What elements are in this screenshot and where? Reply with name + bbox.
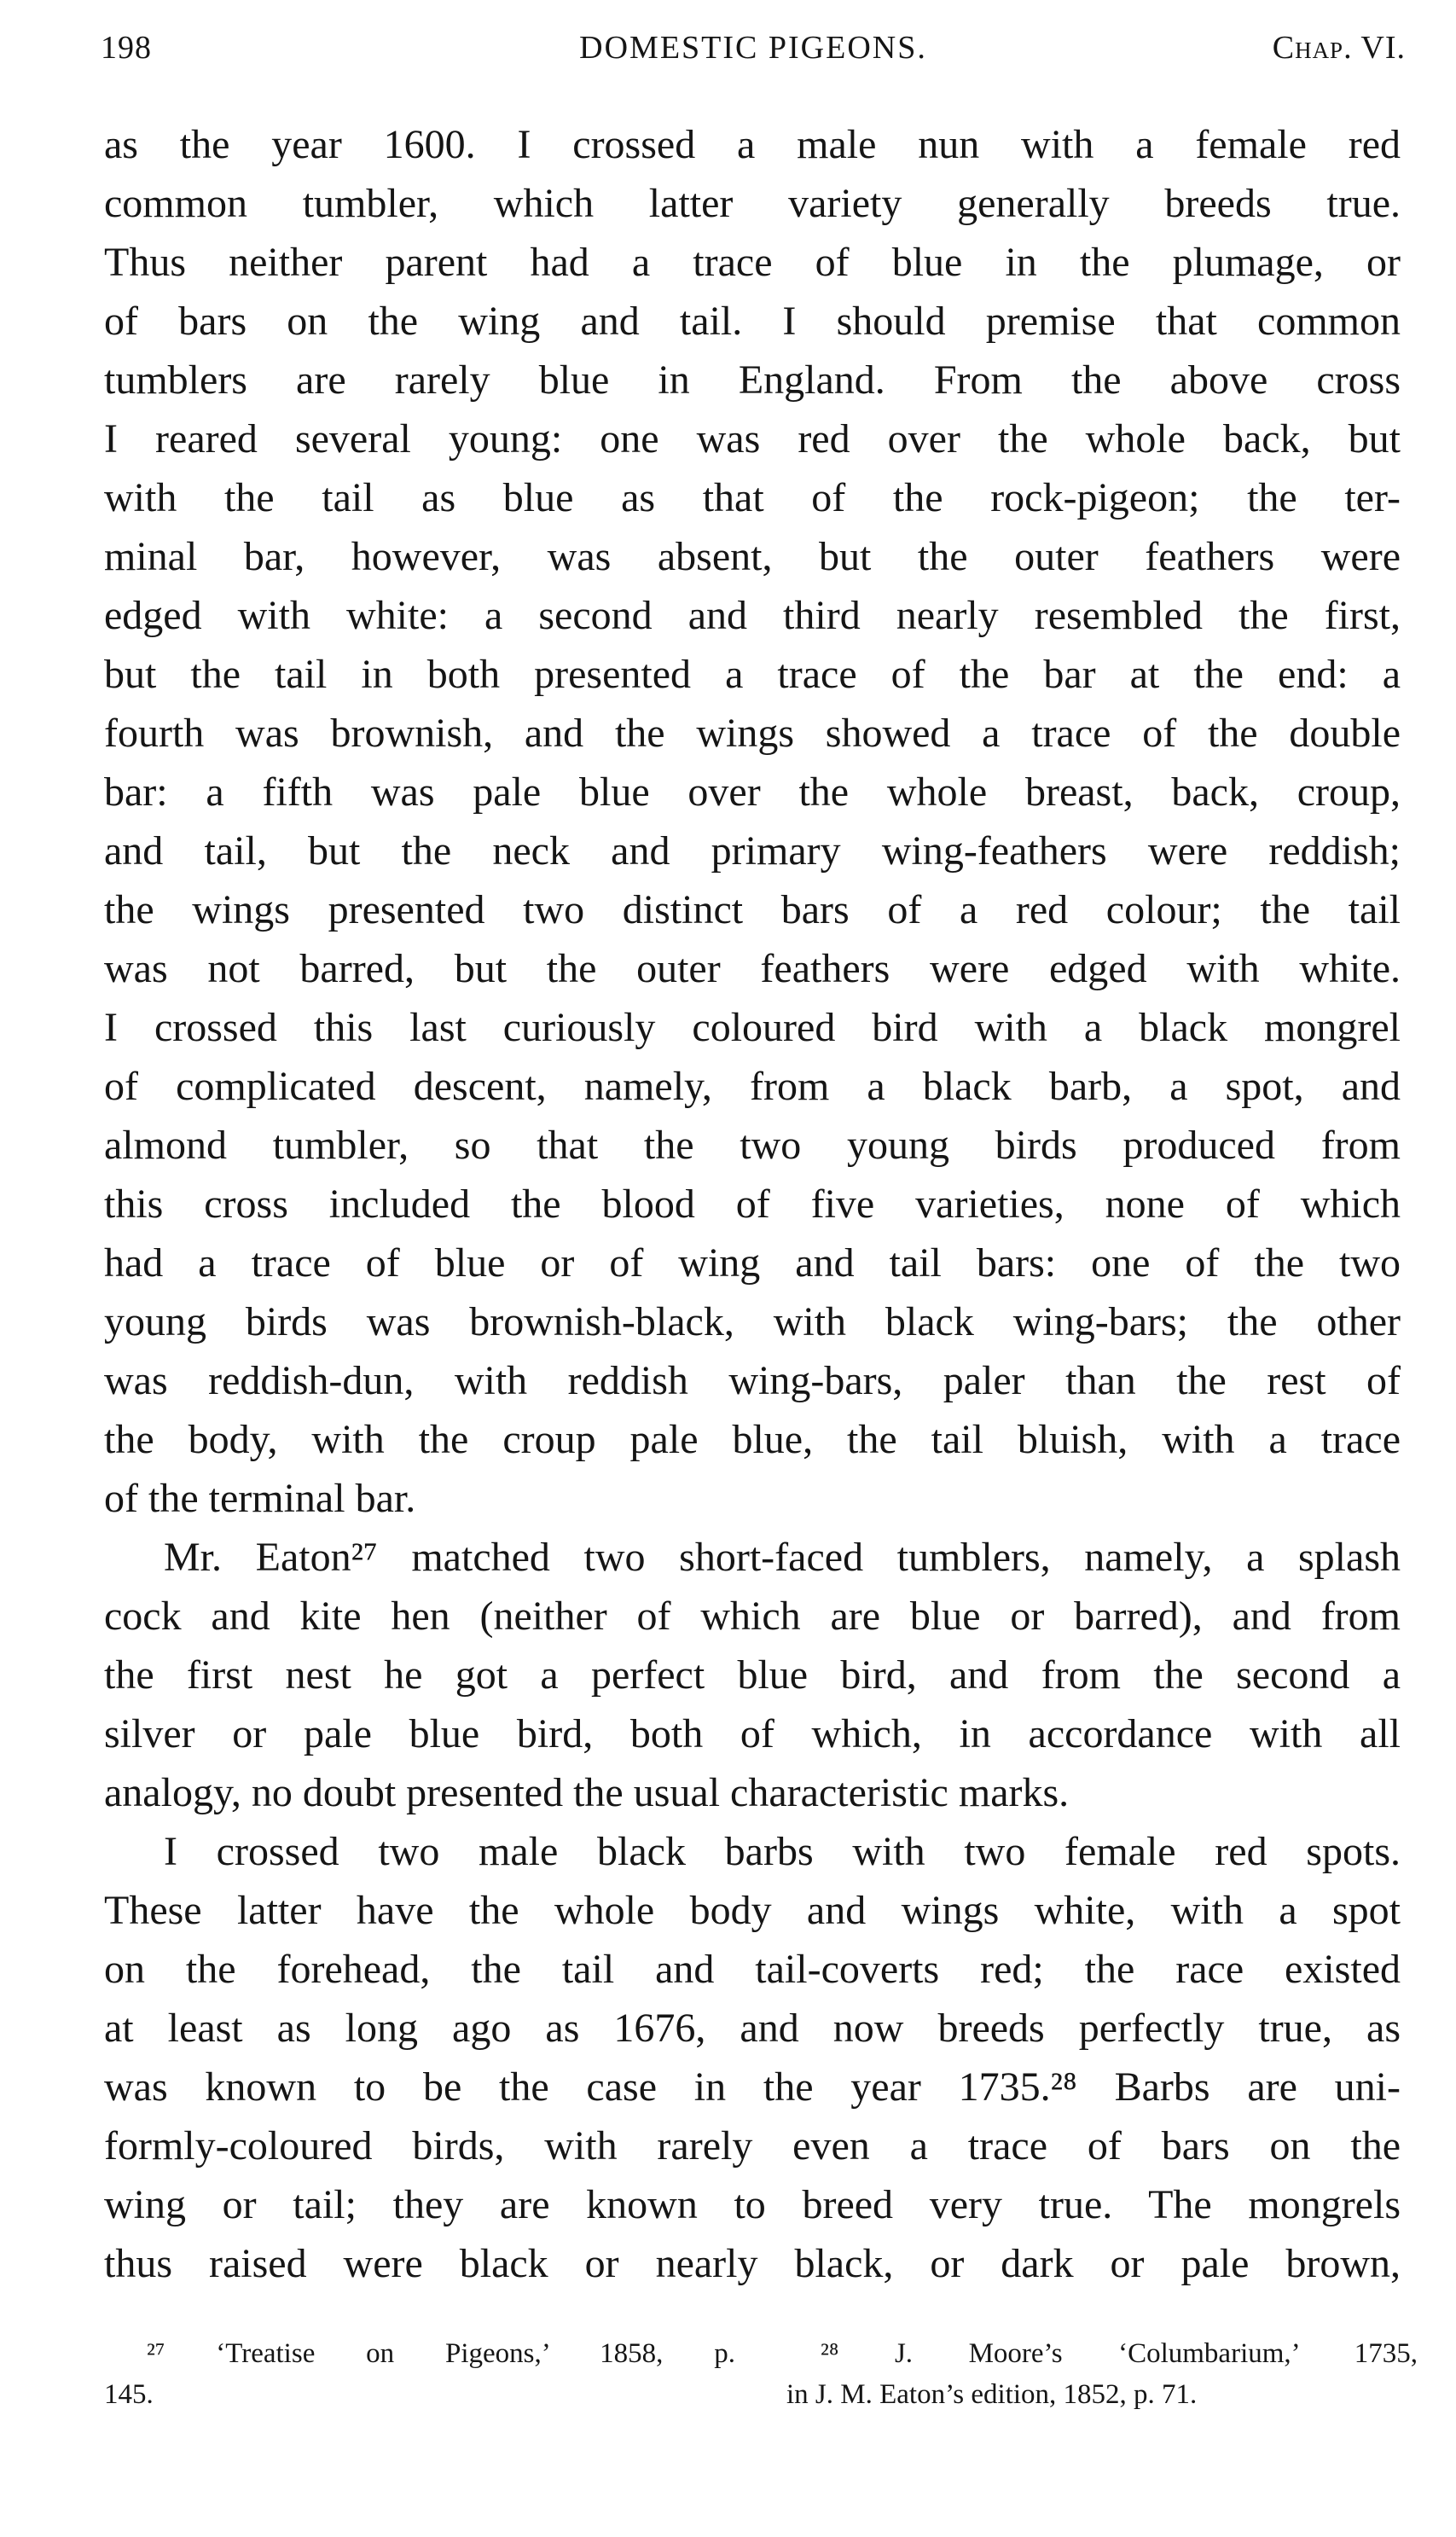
text-line: on the forehead, the tail and tail-coverts red; the race existed	[104, 1947, 1401, 1992]
text-line: was known to be the case in the year 1735.²⁸ Barbs are uni-	[104, 2064, 1401, 2110]
text-line: fourth was brownish, and the wings showed a trace of the double	[104, 711, 1401, 756]
body-text	[104, 115, 1401, 2293]
text-line: this cross included the blood of five varieties, none of which	[104, 1181, 1401, 1227]
text-line: edged with white: a second and third nearly resembled the first,	[104, 593, 1401, 638]
footnote-line: in J. M. Eaton’s edition, 1852, p. 71.	[786, 2379, 1198, 2410]
text-line: common tumbler, which latter variety generally breeds true.	[104, 181, 1401, 226]
paragraph-start-line: I crossed two male black barbs with two female red spots.	[164, 1829, 1401, 1874]
text-line: but the tail in both presented a trace of the bar at the end: a	[104, 652, 1401, 697]
text-line: almond tumbler, so that the two young birds produced from	[104, 1123, 1401, 1168]
text-line: formly-coloured birds, with rarely even a trace of bars on the	[104, 2123, 1401, 2168]
page-number: 198	[101, 30, 152, 66]
text-line: I crossed this last curiously coloured bird with a black mongrel	[104, 1005, 1401, 1050]
text-line: tumblers are rarely blue in England. From the above cross	[104, 357, 1401, 403]
text-line: I reared several young: one was red over the whole back, but	[104, 416, 1401, 462]
text-line: thus raised were black or nearly black, or dark or pale brown,	[104, 2241, 1401, 2286]
footnote-line: ²⁸ J. Moore’s ‘Columbarium,’ 1735,	[821, 2338, 1418, 2369]
text-line: the first nest he got a perfect blue bird, and from the second a	[104, 1652, 1401, 1698]
text-line: the wings presented two distinct bars of a red colour; the tail	[104, 887, 1401, 932]
text-line: minal bar, however, was absent, but the outer feathers were	[104, 534, 1401, 579]
text-line: silver or pale blue bird, both of which, in accordance with all	[104, 1711, 1401, 1756]
footnote-line: ²⁷ ‘Treatise on Pigeons,’ 1858, p.	[147, 2338, 735, 2369]
text-line: of bars on the wing and tail. I should premise that common	[104, 299, 1401, 344]
text-line: at least as long ago as 1676, and now breeds perfectly true, as	[104, 2006, 1401, 2051]
text-line: with the tail as blue as that of the rock-pigeon; the ter-	[104, 475, 1401, 520]
text-line: had a trace of blue or of wing and tail bars: one of the two	[104, 1240, 1401, 1286]
text-line: of complicated descent, namely, from a black barb, a spot, and	[104, 1064, 1401, 1109]
footnote-27	[104, 2333, 735, 2415]
chapter-label: Chap. VI.	[1272, 30, 1406, 66]
footnotes	[104, 2333, 1418, 2435]
text-line: These latter have the whole body and wings white, with a spot	[104, 1888, 1401, 1933]
text-line: wing or tail; they are known to breed very true. The mongrels	[104, 2182, 1401, 2227]
paragraph-end-line: analogy, no doubt presented the usual characteristic marks.	[104, 1770, 1070, 1815]
text-line: was reddish-dun, with reddish wing-bars, paler than the rest of	[104, 1358, 1401, 1403]
footnote-28	[786, 2333, 1418, 2415]
text-line: the body, with the croup pale blue, the tail bluish, with a trace	[104, 1417, 1401, 1462]
text-line: bar: a fifth was pale blue over the whole breast, back, croup,	[104, 769, 1401, 815]
text-line: was not barred, but the outer feathers were edged with white.	[104, 946, 1401, 991]
running-title: DOMESTIC PIGEONS.	[579, 30, 927, 66]
running-head	[101, 29, 1406, 80]
text-line: and tail, but the neck and primary wing-feathers were reddish;	[104, 828, 1401, 874]
text-line: young birds was brownish-black, with black wing-bars; the other	[104, 1299, 1401, 1344]
text-line: as the year 1600. I crossed a male nun with a female red	[104, 122, 1401, 167]
text-line: cock and kite hen (neither of which are blue or barred), and from	[104, 1594, 1401, 1639]
footnote-line: 145.	[104, 2379, 154, 2410]
text-line: Thus neither parent had a trace of blue in the plumage, or	[104, 240, 1401, 285]
paragraph-end-line: of the terminal bar.	[104, 1476, 416, 1521]
paragraph-start-line: Mr. Eaton²⁷ matched two short-faced tumblers, namely, a splash	[164, 1535, 1401, 1580]
